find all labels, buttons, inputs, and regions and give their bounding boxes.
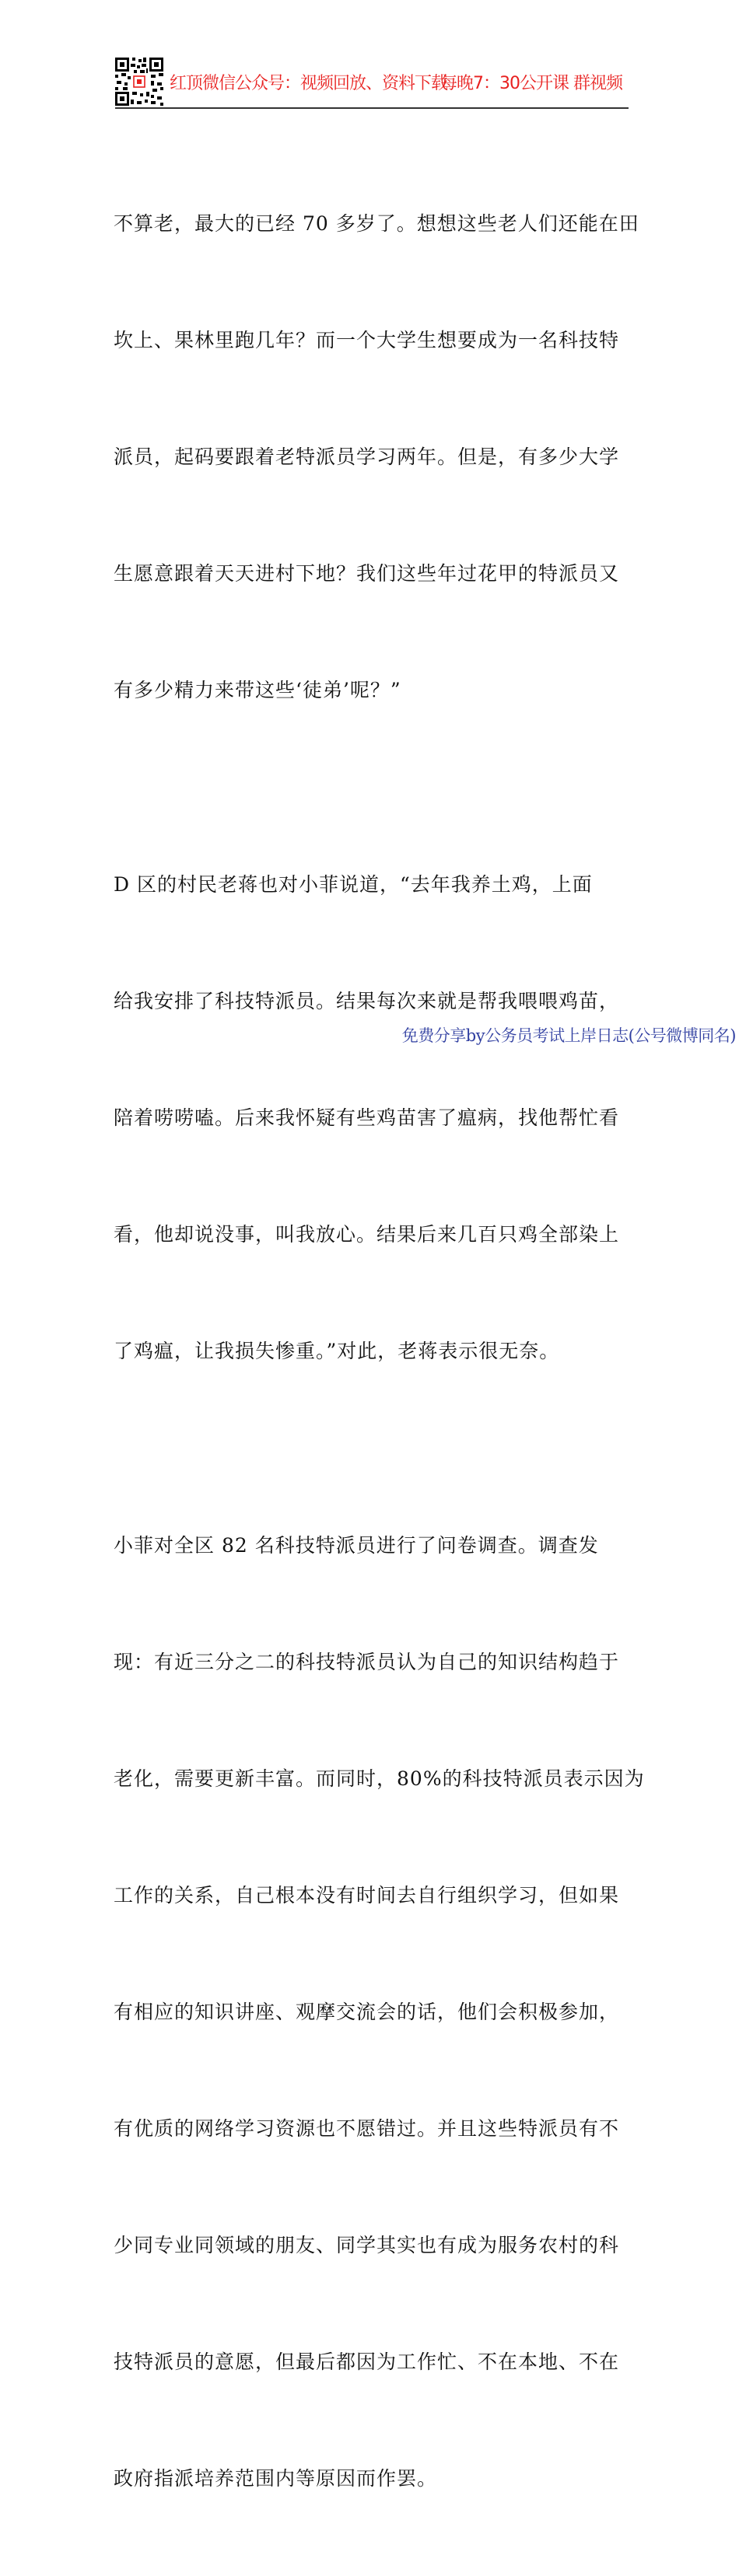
text-line: 技特派员的意愿，但最后都因为工作忙、不在本地、不在 bbox=[114, 2351, 620, 2373]
text-line: 坎上、果林里跑几年？而一个大学生想要成为一名科技特 bbox=[114, 329, 620, 351]
text-line: 派员，起码要跟着老特派员学习两年。但是，有多少大学 bbox=[114, 446, 620, 468]
text-line: 陪着唠唠嗑。后来我怀疑有些鸡苗害了瘟病，找他帮忙看 bbox=[114, 1106, 620, 1129]
footer-share-note: 免费分享by公务员考试上岸日志(公号微博同名) bbox=[401, 1026, 736, 1045]
page-header bbox=[115, 54, 629, 109]
text-line: 了鸡瘟，让我损失惨重。”对此，老蒋表示很无奈。 bbox=[114, 1340, 560, 1362]
text-line: 现：有近三分之二的科技特派员认为自己的知识结构趋于 bbox=[114, 1651, 620, 1673]
text-line: 看，他却说没事，叫我放心。结果后来几百只鸡全部染上 bbox=[114, 1223, 620, 1246]
text-line: 老化，需要更新丰富。而同时，80%的科技特派员表示因为 bbox=[114, 1767, 645, 1790]
qr-code-icon bbox=[115, 58, 163, 106]
text-line: 政府指派培养范围内等原因而作罢。 bbox=[114, 2467, 438, 2490]
text-line: 少同专业同领域的朋友、同学其实也有成为服务农村的科 bbox=[114, 2234, 620, 2256]
paragraph bbox=[114, 1449, 645, 2576]
text-line: 工作的关系，自己根本没有时间去自行组织学习，但如果 bbox=[114, 1884, 620, 1907]
text-line: D 区的村民老蒋也对小菲说道，“去年我养土鸡，上面 bbox=[114, 873, 593, 896]
header-class-schedule: 每晚7：30公开课 群视频 bbox=[440, 74, 622, 93]
text-line: 小菲对全区 82 名科技特派员进行了问卷调查。调查发 bbox=[114, 1534, 599, 1557]
text-line: 有优质的网络学习资源也不愿错过。并且这些特派员有不 bbox=[114, 2117, 620, 2140]
header-wechat-promo: 红顶微信公众号：视频回放、资料下载 bbox=[170, 74, 448, 93]
paragraph bbox=[114, 788, 627, 1449]
text-line: 给我安排了科技特派员。结果每次来就是帮我喂喂鸡苗， bbox=[114, 990, 620, 1012]
paragraph bbox=[114, 127, 639, 788]
text-line: 有相应的知识讲座、观摩交流会的话，他们会积极参加， bbox=[114, 2001, 620, 2023]
text-line: 不算老，最大的已经 70 多岁了。想想这些老人们还能在田 bbox=[114, 212, 639, 235]
text-line: 生愿意跟着天天进村下地？我们这些年过花甲的特派员又 bbox=[114, 562, 620, 585]
text-line: 有多少精力来带这些‘徒弟’呢？” bbox=[114, 679, 401, 701]
document-body bbox=[114, 127, 645, 2576]
